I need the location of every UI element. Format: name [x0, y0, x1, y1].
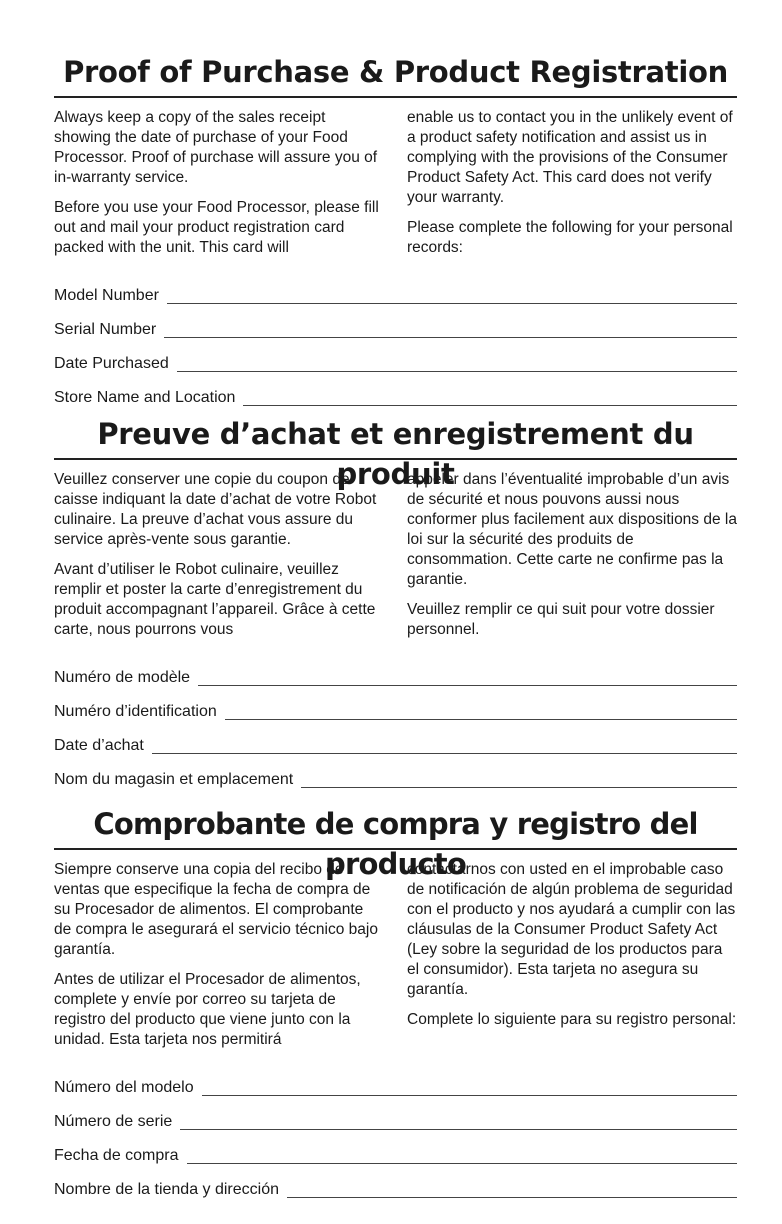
store-name-field [54, 758, 737, 792]
field-label: Fecha de compra [54, 1147, 179, 1164]
field-label: Número de serie [54, 1113, 173, 1130]
field-label: Store Name and Location [54, 389, 236, 406]
paragraph: Always keep a copy of the sales receipt showing the date of purchase of your Food Processor. Proof of purchase will assure you of in-warranty service. [54, 109, 378, 186]
serial-number-field [54, 1100, 737, 1134]
record-fields [54, 1066, 737, 1202]
paragraph: Please complete the following for your personal records: [407, 219, 733, 256]
fill-in-line [243, 385, 737, 406]
fill-in-line [198, 665, 737, 686]
paragraph: Before you use your Food Processor, please fill out and mail your product registration card packed with the unit. This card will [54, 199, 379, 256]
date-purchased-field [54, 1134, 737, 1168]
paragraph: Siempre conserve una copia del recibo de ventas que especifique la fecha de compra de su Procesador de alimentos. El comprobante de compra le asegurará el servicio técnico bajo garantía. [54, 861, 378, 958]
fill-in-line [180, 1109, 737, 1130]
body-columns [54, 470, 737, 650]
right-column [407, 108, 737, 268]
store-name-field [54, 376, 737, 410]
date-purchased-field [54, 342, 737, 376]
paragraph: Complete lo siguiente para su registro personal: [407, 1011, 737, 1028]
paragraph: Veuillez conserver une copie du coupon de caisse indiquant la date d’achat de votre Robot culinaire. La preuve d’achat vous assure du service après-vente sous garantie. [54, 471, 377, 548]
serial-number-field [54, 690, 737, 724]
field-label: Numéro de modèle [54, 669, 191, 686]
section-title: Preuve d’achat et enregistrement du produit [97, 417, 694, 491]
field-label: Nom du magasin et emplacement [54, 771, 294, 788]
section-title: Comprobante de compra y registro del producto [93, 807, 698, 881]
fill-in-line [167, 283, 737, 304]
body-columns [54, 860, 737, 1060]
fill-in-line [152, 733, 737, 754]
paragraph: contactarnos con usted en el improbable caso de notificación de algún problema de seguridad con el producto y nos ayudará a cumplir con las cláusulas de la Consumer Product Safety Act (Ley sobre la seguridad de los productos para el consumidor). Esta tarjeta no asegura su garantía. [407, 861, 736, 998]
right-column [407, 470, 737, 650]
section-spanish [54, 804, 737, 1202]
paragraph: Antes de utilizar el Procesador de alimentos, complete y envíe por correo su tarjeta de registro del producto que viene junto con la unidad. Esta tarjeta nos permitirá [54, 971, 361, 1048]
paragraph: enable us to contact you in the unlikely event of a product safety notification and assist us in complying with the provisions of the Consumer Product Safety Act. This card does not verify your warranty. [407, 109, 733, 206]
fill-in-line [287, 1177, 737, 1198]
left-column [54, 470, 384, 650]
title-divider [54, 96, 737, 98]
paragraph: Avant d’utiliser le Robot culinaire, veuillez remplir et poster la carte d’enregistrement du produit accompagnant l’appareil. Grâce à cette carte, nous pourrons vous [54, 561, 376, 638]
paragraph: Veuillez remplir ce qui suit pour votre dossier personnel. [407, 601, 715, 638]
fill-in-line [225, 699, 737, 720]
store-name-field [54, 1168, 737, 1202]
record-fields [54, 274, 737, 410]
section-title: Proof of Purchase & Product Registration [63, 55, 728, 89]
left-column [54, 860, 384, 1060]
left-column [54, 108, 384, 268]
paragraph: appeler dans l’éventualité improbable d’un avis de sécurité et nous pouvons aussi nous conformer plus facilement aux dispositions de la loi sur la sécurité des produits de consommation. Cette carte ne confirme pas la garantie. [407, 471, 737, 588]
model-number-field [54, 656, 737, 690]
model-number-field [54, 1066, 737, 1100]
fill-in-line [202, 1075, 737, 1096]
section-english [54, 52, 737, 410]
serial-number-field [54, 308, 737, 342]
fill-in-line [187, 1143, 737, 1164]
fill-in-line [301, 767, 737, 788]
field-label: Número del modelo [54, 1079, 194, 1096]
field-label: Date d’achat [54, 737, 144, 754]
date-purchased-field [54, 724, 737, 758]
field-label: Serial Number [54, 321, 157, 338]
field-label: Nombre de la tienda y dirección [54, 1181, 280, 1198]
section-french [54, 414, 737, 792]
fill-in-line [164, 317, 737, 338]
fill-in-line [177, 351, 737, 372]
model-number-field [54, 274, 737, 308]
record-fields [54, 656, 737, 792]
field-label: Date Purchased [54, 355, 169, 372]
field-label: Model Number [54, 287, 159, 304]
body-columns [54, 108, 737, 268]
field-label: Numéro d’identification [54, 703, 217, 720]
right-column [407, 860, 737, 1060]
